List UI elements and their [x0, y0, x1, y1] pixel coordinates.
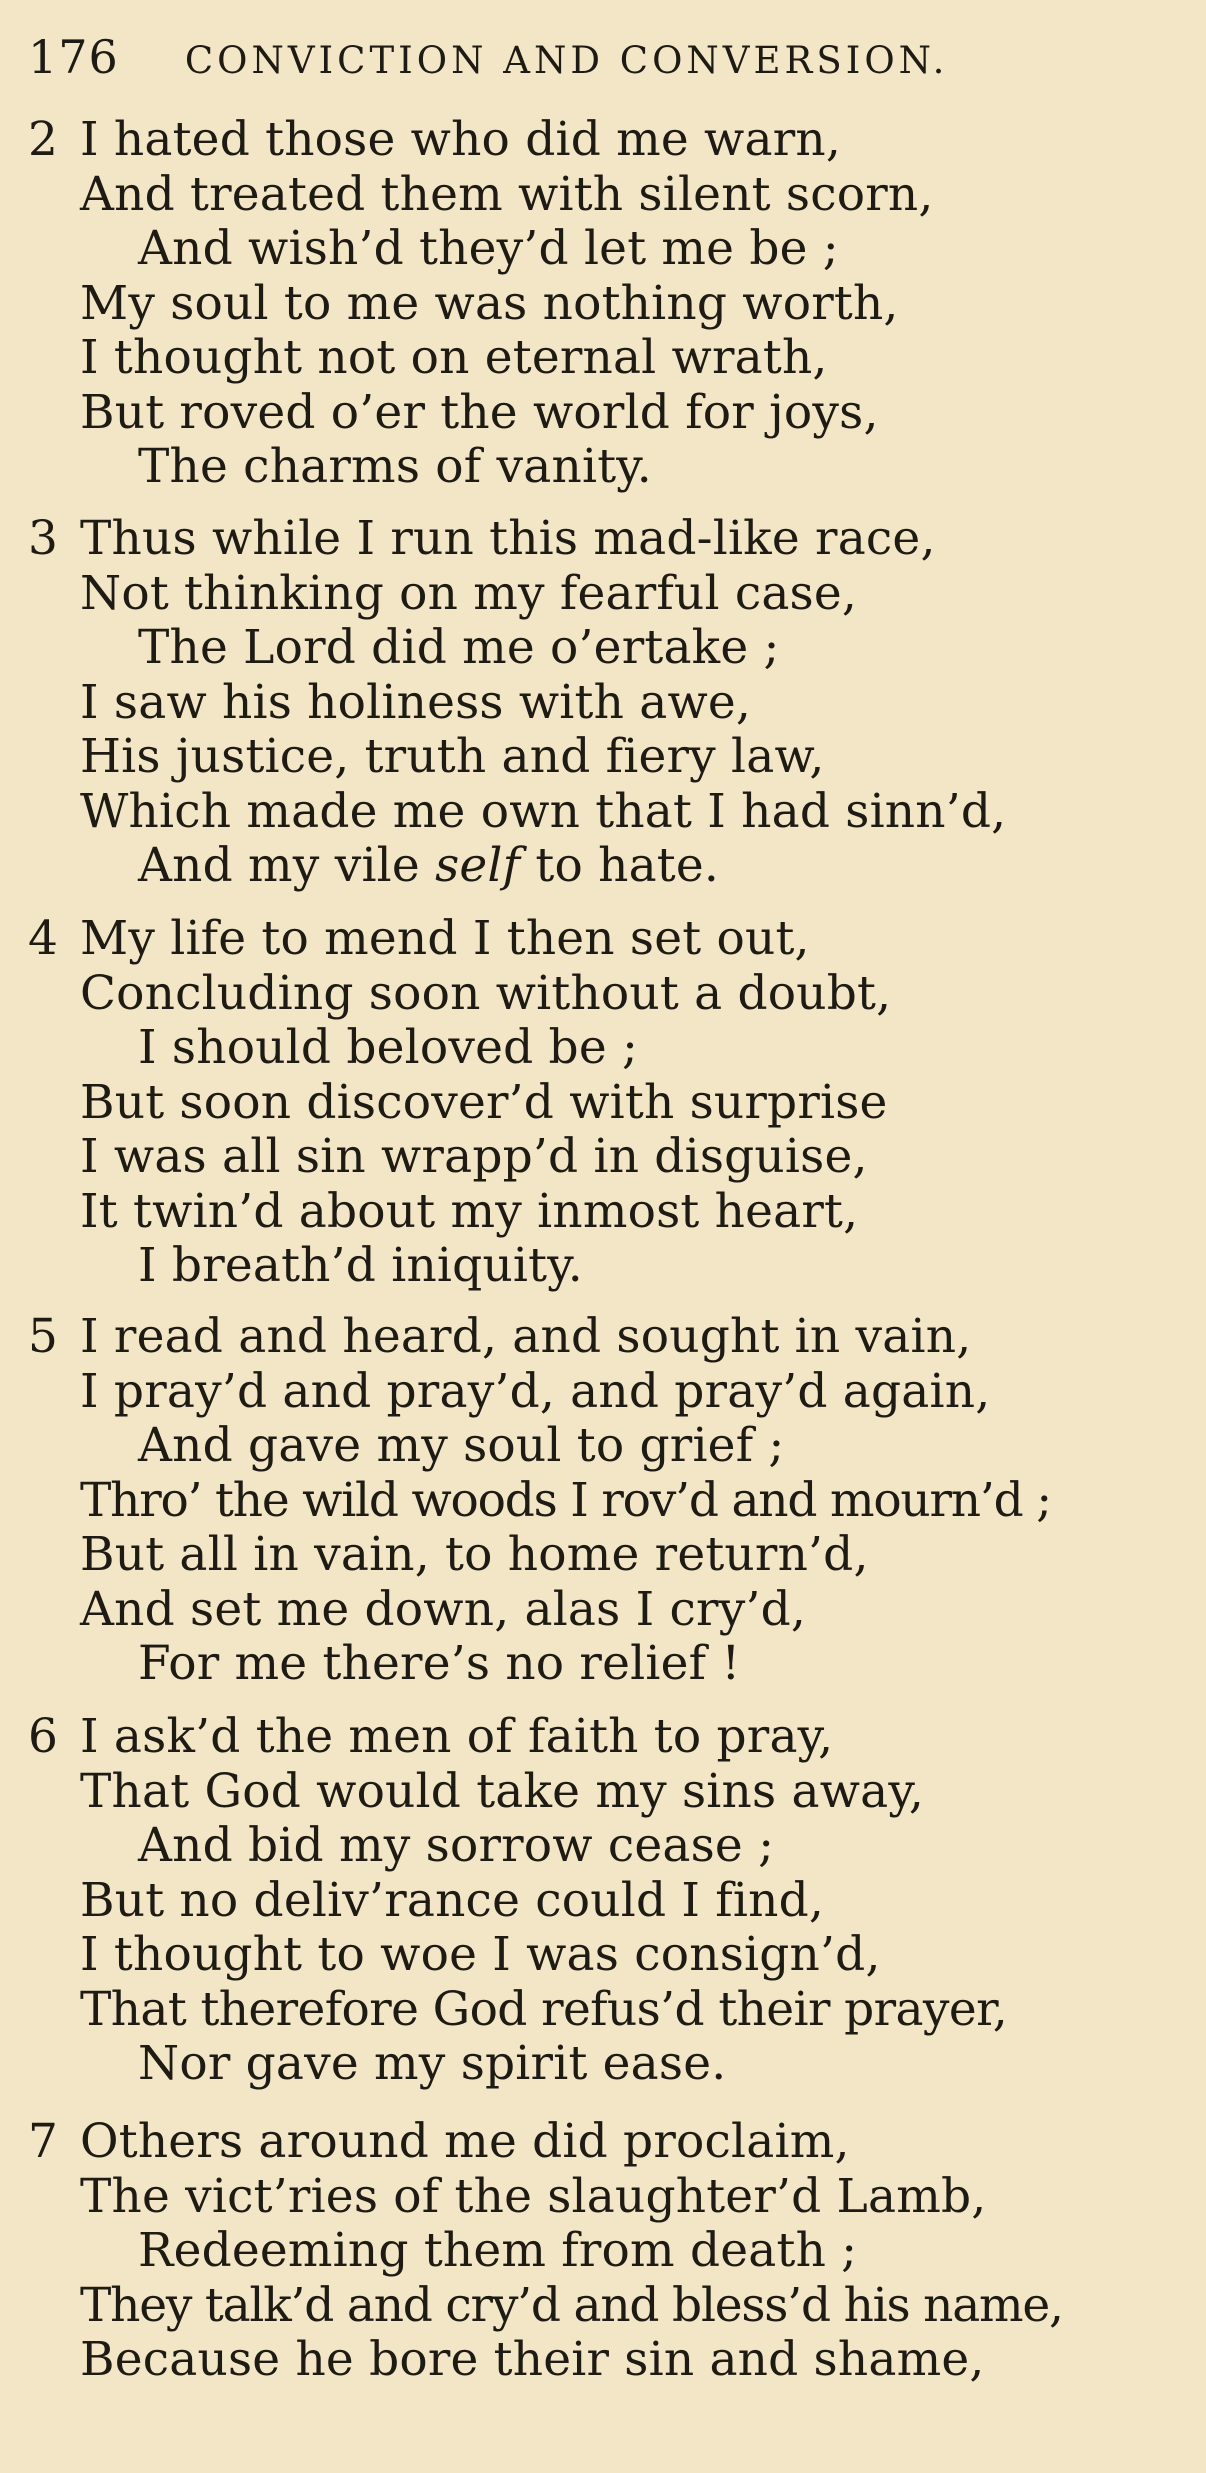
verse-line: But roved o’er the world for joys, [80, 384, 879, 440]
verse-line: The charms of vanity. [138, 439, 652, 494]
page-number: 176 [28, 30, 119, 84]
stanza-5 [0, 1310, 1206, 1692]
verse-line: My soul to me was nothing worth, [80, 275, 899, 331]
verse-line: The vict’ries of the slaughter’d Lamb, [80, 2168, 987, 2224]
verse-line: And set me down, alas I cry’d, [80, 1581, 807, 1637]
verse-line: I saw his holiness with awe, [80, 674, 752, 730]
stanza-6 [0, 1710, 1206, 2092]
stanza-number: 3 [28, 511, 59, 566]
verse-line: I breath’d iniquity. [138, 1238, 583, 1293]
verse-line: Which made me own that I had sinn’d, [80, 783, 1007, 839]
verse-line: But soon discover’d with surprise [80, 1074, 888, 1130]
verse-line: I thought not on eternal wrath, [80, 330, 828, 385]
verse-line: Because he bore their sin and shame, [80, 2332, 985, 2387]
verse-line: 7 Others around me did proclaim, [28, 2114, 850, 2169]
verse-line: I was all sin wrapp’d in disguise, [80, 1129, 868, 1184]
stanza-3 [0, 512, 1206, 894]
verse-line: I should beloved be ; [138, 1020, 639, 1075]
stanza-number: 6 [28, 1709, 59, 1764]
stanza-2 [0, 113, 1206, 495]
verse-line: It twin’d about my inmost heart, [80, 1183, 859, 1239]
verse-line: But no deliv’rance could I find, [80, 1872, 825, 1928]
verse-line: The Lord did me o’ertake ; [138, 620, 780, 675]
verse-line: For me there’s no relief ! [138, 1636, 741, 1691]
verse-line: And my vile self to hate. [138, 838, 720, 893]
verse-line: 2 I hated those who did me warn, [28, 112, 841, 167]
italic-word: self [435, 838, 521, 893]
stanza-number: 7 [28, 2114, 59, 2169]
verse-line: And treated them with silent scorn, [80, 166, 934, 222]
stanza-number: 2 [28, 112, 59, 167]
verse-line: And bid my sorrow cease ; [138, 1818, 775, 1873]
verse-line: 3 Thus while I run this mad-like race, [28, 511, 936, 566]
stanza-number: 5 [28, 1309, 59, 1364]
verse-line: 5 I read and heard, and sought in vain, [28, 1309, 972, 1364]
running-title: CONVICTION AND CONVERSION. [184, 39, 949, 82]
verse-line: That therefore God refus’d their prayer, [80, 1981, 1008, 2037]
verse-line: I thought to woe I was consign’d, [80, 1927, 881, 1982]
verse-line: I pray’d and pray’d, and pray’d again, [80, 1363, 991, 1419]
verse-line: Redeeming them from death ; [138, 2223, 858, 2278]
verse-line: Nor gave my spirit ease. [138, 2036, 727, 2091]
verse-line: Thro’ the wild woods I rov’d and mourn’d ; [80, 1472, 1051, 1528]
stanza-4 [0, 912, 1206, 1294]
verse-line: They talk’d and cry’d and bless’d his name, [80, 2277, 1063, 2333]
verse-line: That God would take my sins away, [80, 1763, 924, 1819]
verse-line: And wish’d they’d let me be ; [138, 221, 839, 276]
verse-line: 4 My life to mend I then set out, [28, 911, 810, 966]
verse-line: Concluding soon without a doubt, [80, 965, 892, 1021]
stanza-7 [0, 2115, 1206, 2388]
verse-line: Not thinking on my fearful case, [80, 565, 858, 621]
verse-line: His justice, truth and fiery law, [80, 729, 825, 784]
verse-line: But all in vain, to home return’d, [80, 1527, 869, 1582]
verse-line: 6 I ask’d the men of faith to pray, [28, 1709, 834, 1764]
stanza-number: 4 [28, 911, 59, 966]
verse-line: And gave my soul to grief ; [138, 1418, 785, 1473]
page-header [28, 30, 948, 90]
